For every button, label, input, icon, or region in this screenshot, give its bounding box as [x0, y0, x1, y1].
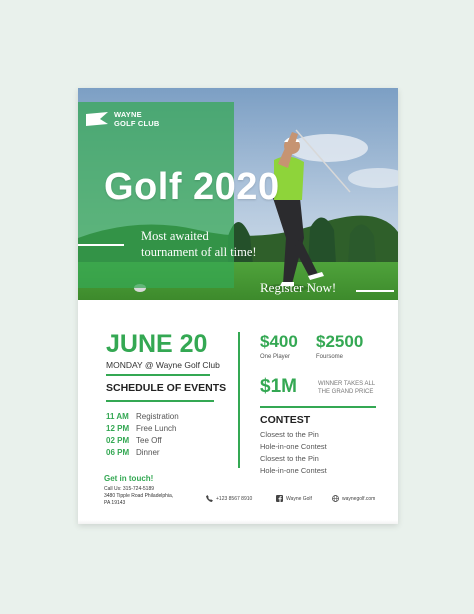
contest-item: Hole-in-one Contest [260, 466, 327, 475]
contact-facebook[interactable] [276, 495, 312, 502]
contact-phone-text: +123 8567 8910 [216, 495, 253, 502]
contact-facebook-text: Wayne Golf [286, 495, 312, 502]
facebook-icon [276, 495, 283, 502]
schedule-divider-top [106, 374, 210, 376]
contact-phone[interactable] [206, 495, 252, 502]
schedule-event: Tee Off [136, 436, 162, 445]
contact-title: Get in touch! [104, 474, 154, 483]
contest-title: CONTEST [260, 414, 311, 426]
grand-prize-caption [318, 380, 375, 396]
brand-name-line1: WAYNE [114, 110, 142, 119]
tagline-line2: tournament of all time! [141, 245, 257, 259]
contact-website[interactable] [332, 495, 375, 502]
schedule-item [106, 448, 160, 457]
grand-prize: $1M [260, 376, 297, 397]
schedule-event: Dinner [136, 448, 160, 457]
column-divider [238, 332, 240, 468]
globe-icon [332, 495, 339, 502]
schedule-event: Registration [136, 412, 179, 421]
schedule-event: Free Lunch [136, 424, 177, 433]
schedule-title: SCHEDULE OF EVENTS [106, 382, 227, 394]
contest-item: Closest to the Pin [260, 430, 319, 439]
contact-website-text: waynegolf.com [342, 495, 376, 502]
schedule-item [106, 412, 179, 421]
grand-prize-line2: THE GRAND PRICE [318, 389, 374, 395]
contest-item: Hole-in-one Contest [260, 442, 327, 451]
schedule-item [106, 436, 162, 445]
flag-icon [86, 112, 108, 126]
event-title: Golf 2020 [104, 166, 280, 208]
tagline-line1: Most awaited [141, 229, 209, 243]
phone-icon [206, 495, 213, 502]
brand-name-line2: GOLF CLUB [114, 119, 160, 128]
contest-divider [260, 406, 376, 408]
tagline [141, 228, 257, 260]
schedule-time: 06 PM [106, 448, 130, 457]
contact-details [104, 486, 173, 507]
contact-address-line2: PA 19143 [104, 500, 126, 506]
register-button[interactable]: Register Now! [260, 280, 337, 295]
page-edge [78, 520, 398, 524]
schedule-time: 12 PM [106, 424, 130, 433]
grand-prize-line1: WINNER TAKES ALL [318, 381, 376, 387]
event-venue: MONDAY @ Wayne Golf Club [106, 360, 220, 370]
register-divider [356, 290, 394, 292]
club-logo [86, 110, 160, 128]
contest-item: Closest to the Pin [260, 454, 319, 463]
price-foursome: $2500 [316, 332, 364, 351]
title-divider [78, 244, 124, 246]
event-flyer [78, 88, 398, 524]
schedule-time: 02 PM [106, 436, 130, 445]
schedule-item [106, 424, 176, 433]
price-foursome-label: Foursome [316, 354, 344, 360]
price-one-player-label: One Player [260, 354, 291, 360]
schedule-divider-bottom [106, 400, 214, 402]
schedule-time: 11 AM [106, 412, 129, 421]
contact-address-line1: 3480 Tipple Road Philadelphia, [104, 493, 174, 499]
price-one-player: $400 [260, 332, 298, 351]
contact-call: Call Us: 315-724-5189 [104, 486, 155, 492]
hero-banner [78, 88, 398, 300]
event-date: JUNE 20 [106, 330, 208, 358]
